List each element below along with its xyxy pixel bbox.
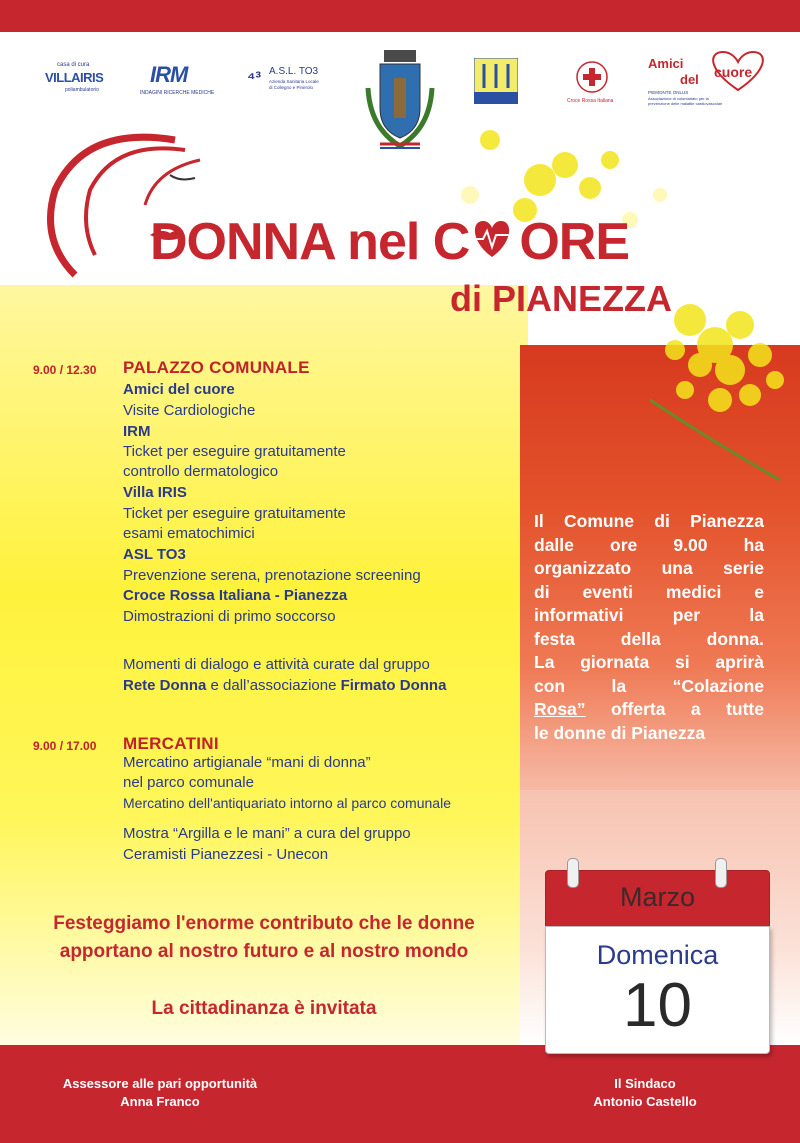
association-logo-icon <box>474 58 518 104</box>
amici-word: Amici <box>648 56 684 71</box>
footer-left-role: Assessore alle pari opportunità <box>62 1076 258 1091</box>
calendar-weekday: Domenica <box>596 940 719 970</box>
del-word: del <box>680 72 699 87</box>
note-line1: Momenti di dialogo e attività curate dal gruppo <box>123 656 430 673</box>
title-line1 <box>150 212 629 272</box>
calendar-widget <box>545 858 770 1056</box>
venue-block1: PALAZZO COMUNALE <box>123 358 310 377</box>
asl-logo <box>247 66 337 102</box>
desc-villa-1: Ticket per eseguire gratuitamente <box>123 505 346 522</box>
mostra-line1: Mostra “Argilla e le mani” a cura del gruppo <box>123 825 411 842</box>
footer-left-name: Anna Franco <box>120 1094 200 1109</box>
slogan-line1: Festeggiamo l'enorme contributo che le donne <box>53 913 475 934</box>
org-asl: ASL TO3 <box>123 546 186 563</box>
amici-del-cuore-logo <box>648 50 778 110</box>
asl-sub2: di Collegno e Pinerolo <box>269 85 314 90</box>
villairis-name: VILLAIRIS <box>45 70 104 85</box>
mostra-line2: Ceramisti Pianezzesi - Unecon <box>123 846 329 863</box>
desc-amici: Visite Cardiologiche <box>123 402 256 419</box>
mercatini-line3: Mercatino dell'antiquariato intorno al parco comunale <box>123 795 451 811</box>
intro-line: informativi per la <box>534 605 764 625</box>
note-middle: e dall’associazione <box>206 677 341 694</box>
intro-line: le donne di Pianezza <box>534 722 706 743</box>
amici-sub2: Associazione di volontariato per la <box>648 96 709 101</box>
note-firmato-donna: Firmato Donna <box>340 677 447 694</box>
note-rete-donna: Rete Donna <box>123 677 207 694</box>
asl-sub1: Azienda Sanitaria Locale <box>269 79 319 84</box>
irm-sub: INDAGINI RICERCHE MEDICHE <box>140 90 215 96</box>
heart-o-icon <box>469 212 519 272</box>
footer-right-role: Il Sindaco <box>614 1076 676 1091</box>
desc-villa-2: esami ematochimici <box>123 525 255 542</box>
desc-croce-rossa: Dimostrazioni di primo soccorso <box>123 608 336 625</box>
time-block2: 9.00 / 17.00 <box>33 739 97 753</box>
time-block1: 9.00 / 12.30 <box>33 363 97 377</box>
desc-irm-1: Ticket per eseguire gratuitamente <box>123 443 346 460</box>
intro-colazione-rosa: Rosa” <box>534 699 586 719</box>
desc-irm-2: controllo dermatologico <box>123 463 279 480</box>
slogan-line2: apportano al nostro futuro e al nostro mondo <box>59 941 469 962</box>
top-band <box>0 0 800 32</box>
footer-right-name: Antonio Castello <box>593 1094 697 1109</box>
irm-logo <box>138 62 218 102</box>
red-cross-icon <box>575 60 609 94</box>
venue-block2: MERCATINI <box>123 734 219 753</box>
intro-line: festa della donna. <box>534 628 764 649</box>
pianezza-coat-of-arms-icon <box>360 48 440 158</box>
org-irm: IRM <box>123 423 151 440</box>
org-croce-rossa: Croce Rossa Italiana - Pianezza <box>123 587 348 604</box>
calendar-day: 10 <box>623 971 692 1040</box>
intro-line: Il Comune di Pianezza <box>534 511 764 531</box>
intro-line9-rest: offerta a tutte <box>585 699 764 719</box>
amici-sub1: PIEMONTE ONLUS <box>648 90 689 95</box>
amici-sub3: prevenzione delle malattie cardiovascolari <box>648 101 723 106</box>
intro-line: organizzato una serie <box>534 558 764 578</box>
org-villa-iris: Villa IRIS <box>123 484 187 501</box>
calendar-month: Marzo <box>619 882 695 912</box>
cuore-word: cuore <box>714 64 753 80</box>
asl-mark-icon: ⁴³ <box>247 68 262 87</box>
intro-paragraph <box>534 510 764 745</box>
villairis-logo <box>35 62 110 102</box>
title-part-b: ORE <box>519 213 629 271</box>
intro-line <box>534 698 764 722</box>
asl-name: A.S.L. TO3 <box>269 66 319 77</box>
invitation-text: La cittadinanza è invitata <box>151 998 377 1019</box>
croce-rossa-caption: Croce Rossa Italiana <box>567 98 614 104</box>
irm-name: IRM <box>150 62 188 87</box>
org-amici: Amici del cuore <box>123 381 235 398</box>
title-line2: di PIANEZZA <box>450 278 672 319</box>
intro-line: La giornata si aprirà <box>534 652 764 672</box>
note-line2 <box>123 677 446 694</box>
intro-line: dalle ore 9.00 ha <box>534 534 764 555</box>
villairis-sub: poliambulatorio <box>65 87 99 93</box>
villairis-tagline: casa di cura <box>57 62 90 68</box>
title-part-a: DONNA nel C <box>150 213 470 271</box>
mercatini-line2: nel parco comunale <box>123 774 254 791</box>
desc-asl: Prevenzione serena, prenotazione screening <box>123 567 421 584</box>
croce-rossa-logo <box>563 60 633 110</box>
intro-line: con la “Colazione <box>534 675 764 696</box>
intro-line: di eventi medici e <box>534 581 764 602</box>
mercatini-line1: Mercatino artigianale “mani di donna” <box>123 754 371 771</box>
